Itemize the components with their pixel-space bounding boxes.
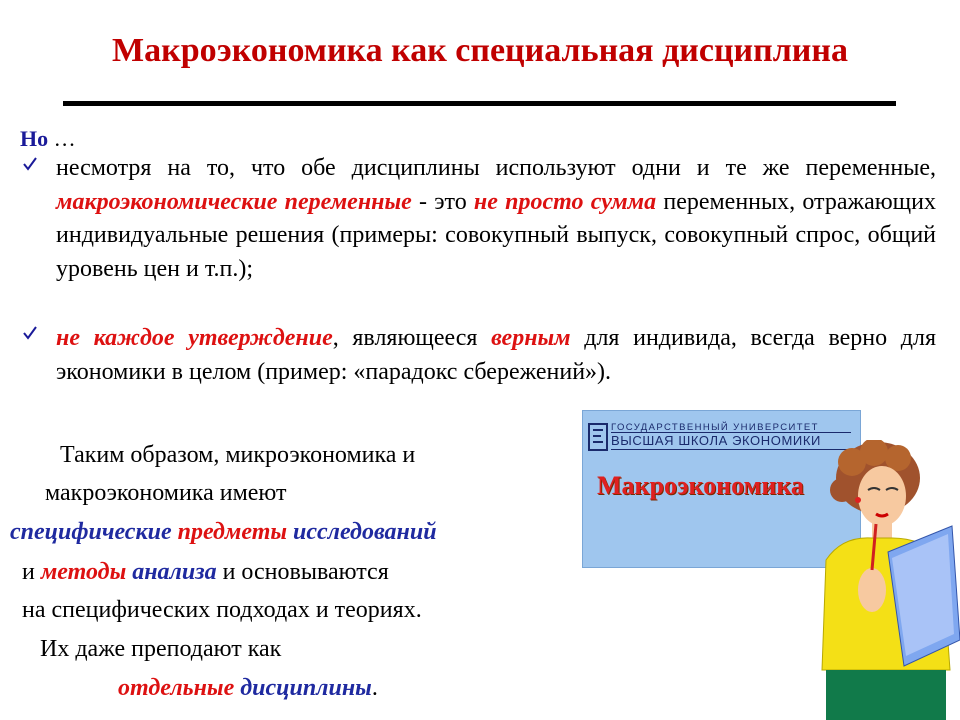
concl-line-6: Их даже преподают как [40,636,282,662]
b1-t1: несмотря на то, что обе дисциплины используют одни и те же переменные, [56,155,936,181]
c-analysis: анализа [132,559,217,585]
b1-not-sum: не просто сумма [473,188,657,215]
concl-line-4 [22,559,389,586]
b2-true: верным [491,325,571,351]
c-disciplines: дисциплины [240,675,372,701]
panel-title: Макроэкономика [597,471,804,500]
concl-line-3 [10,519,437,546]
intro-but [20,126,76,152]
logo-hse: ВЫСШАЯ ШКОЛА ЭКОНОМИКИ [611,433,821,448]
check-icon [22,156,38,172]
concl-line-7 [118,675,378,702]
c-subjects: предметы [177,519,288,545]
intro-but-rest: … [48,126,76,151]
title-underline [63,101,896,106]
check-icon [22,325,38,341]
concl-line-1: Таким образом, микроэкономика и [60,442,416,468]
c-and: и [22,559,35,585]
c-based: и основываются [222,559,389,585]
page-title: Макроэкономика как специальная дисциплина [112,32,848,69]
c-research: исследований [293,519,437,545]
woman-clipart [812,440,960,720]
c-separate: отдельные [118,675,235,701]
b1-t3: - это [411,188,474,215]
hse-logo-mark-icon [587,422,609,452]
b1-t5: переменных, отражающих индивидуальные решения (примеры: совокупный выпуск, совокупный спрос, общий уровень цен и т.п.); [56,188,936,282]
b2-t2: , являющееся [332,325,492,351]
concl-line-2: макроэкономика имеют [45,480,287,506]
intro-but-bold: Но [20,126,49,151]
logo-university: ГОСУДАРСТВЕННЫЙ УНИВЕРСИТЕТ [611,422,819,433]
b2-t4: для индивида, всегда верно для экономики в целом (пример: «парадокс сбережений»). [56,325,936,385]
c-specific: специфические [10,519,172,545]
concl-line-5: на специфических подходах и теориях. [22,597,422,623]
bullet-2-text [56,322,936,389]
b2-not-every: не каждое утверждение [56,325,333,351]
b1-macro-vars: макроэкономические переменные [56,188,412,215]
bullet-1-text [56,152,936,286]
c-period: . [371,675,378,701]
c-methods: методы [40,559,127,585]
